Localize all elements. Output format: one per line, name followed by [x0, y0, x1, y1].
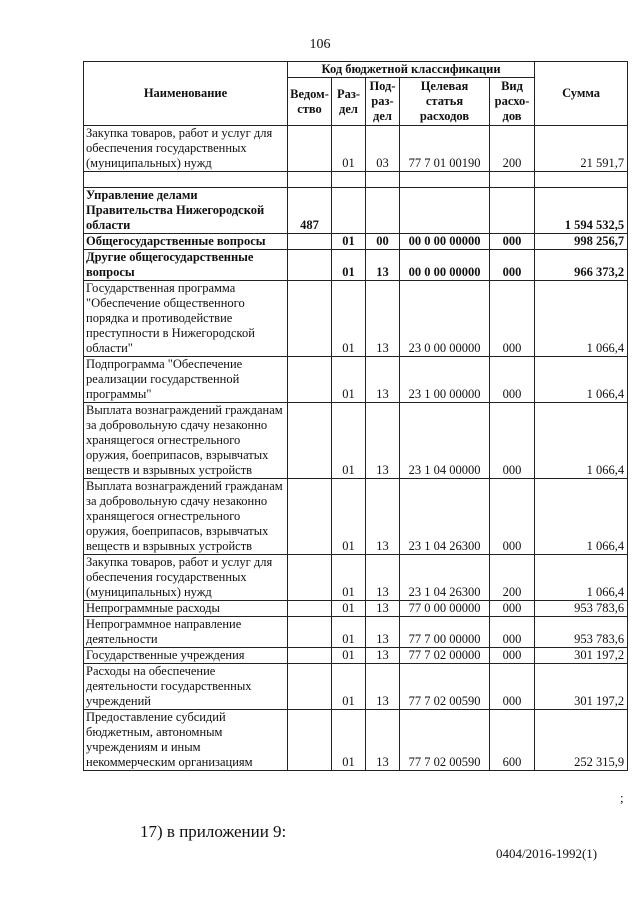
- cell-podrazdel: 13: [366, 601, 400, 617]
- cell-name: Закупка товаров, работ и услуг для обеспечения государственных (муниципальных) нужд: [84, 555, 288, 601]
- cell-vid: 000: [490, 601, 535, 617]
- cell-razdel: 01: [332, 710, 366, 771]
- cell-sum: 1 594 532,5: [535, 188, 628, 234]
- cell-vedomstvo: [288, 601, 332, 617]
- cell-sum: 1 066,4: [535, 357, 628, 403]
- cell-podrazdel: [366, 188, 400, 234]
- cell-podrazdel: 13: [366, 648, 400, 664]
- table-row: [84, 479, 628, 555]
- cell-vid: 000: [490, 648, 535, 664]
- cell-vid: 000: [490, 479, 535, 555]
- cell-vedomstvo: 487: [288, 188, 332, 234]
- table-row: [84, 234, 628, 250]
- table-row: [84, 710, 628, 771]
- cell-name: Государственная программа "Обеспечение общественного порядка и противодействие преступности в Нижегородской области": [84, 281, 288, 357]
- cell-razdel: 01: [332, 357, 366, 403]
- cell-podrazdel: 13: [366, 403, 400, 479]
- cell-podrazdel: 13: [366, 281, 400, 357]
- cell-razdel: 01: [332, 617, 366, 648]
- cell-razdel: 01: [332, 126, 366, 172]
- cell-vid: [490, 172, 535, 188]
- cell-razdel: 01: [332, 601, 366, 617]
- cell-razdel: 01: [332, 403, 366, 479]
- cell-article: 77 7 02 00590: [400, 710, 490, 771]
- header-vedomstvo: Ведом-ство: [288, 78, 332, 126]
- section-heading: 17) в приложении 9:: [140, 822, 287, 841]
- table-row: [84, 403, 628, 479]
- table-row: [84, 648, 628, 664]
- cell-razdel: 01: [332, 234, 366, 250]
- cell-vedomstvo: [288, 172, 332, 188]
- cell-sum: 966 373,2: [535, 250, 628, 281]
- cell-name: Непрограммные расходы: [84, 601, 288, 617]
- table-row: [84, 617, 628, 648]
- cell-vid: 200: [490, 126, 535, 172]
- trailing-mark: ;: [620, 790, 624, 805]
- cell-razdel: 01: [332, 648, 366, 664]
- cell-vid: 000: [490, 664, 535, 710]
- cell-vedomstvo: [288, 664, 332, 710]
- cell-podrazdel: 13: [366, 357, 400, 403]
- cell-vid: 000: [490, 250, 535, 281]
- cell-sum: 21 591,7: [535, 126, 628, 172]
- cell-podrazdel: [366, 172, 400, 188]
- cell-podrazdel: 00: [366, 234, 400, 250]
- cell-name: Расходы на обеспечение деятельности государственных учреждений: [84, 664, 288, 710]
- table-row: [84, 601, 628, 617]
- cell-sum: 1 066,4: [535, 403, 628, 479]
- cell-razdel: 01: [332, 664, 366, 710]
- header-article: Целевая статья расходов: [400, 78, 490, 126]
- cell-name: Подпрограмма "Обеспечение реализации государственной программы": [84, 357, 288, 403]
- cell-article: 77 7 02 00000: [400, 648, 490, 664]
- cell-article: 23 1 00 00000: [400, 357, 490, 403]
- cell-vedomstvo: [288, 281, 332, 357]
- cell-article: 77 7 02 00590: [400, 664, 490, 710]
- cell-article: 77 7 01 00190: [400, 126, 490, 172]
- cell-vedomstvo: [288, 617, 332, 648]
- cell-name: [84, 172, 288, 188]
- cell-sum: 1 066,4: [535, 479, 628, 555]
- cell-article: 77 0 00 00000: [400, 601, 490, 617]
- cell-vid: 000: [490, 403, 535, 479]
- cell-vid: 600: [490, 710, 535, 771]
- cell-vid: 000: [490, 617, 535, 648]
- cell-name: Непрограммное направление деятельности: [84, 617, 288, 648]
- cell-name: Выплата вознаграждений гражданам за добровольную сдачу незаконно хранящегося огнестрельного оружия, боеприпасов, взрывчатых веществ и взрывных устройств: [84, 479, 288, 555]
- cell-vid: 000: [490, 357, 535, 403]
- cell-name: Другие общегосударственные вопросы: [84, 250, 288, 281]
- cell-razdel: 01: [332, 281, 366, 357]
- cell-name: Выплата вознаграждений гражданам за добровольную сдачу незаконно хранящегося огнестрельного оружия, боеприпасов, взрывчатых веществ и взрывных устройств: [84, 403, 288, 479]
- cell-sum: 1 066,4: [535, 281, 628, 357]
- cell-sum: 953 783,6: [535, 617, 628, 648]
- cell-name: Общегосударственные вопросы: [84, 234, 288, 250]
- cell-podrazdel: 13: [366, 617, 400, 648]
- table-row: [84, 555, 628, 601]
- table-row: [84, 281, 628, 357]
- budget-table: [83, 61, 628, 771]
- cell-vedomstvo: [288, 479, 332, 555]
- cell-sum: 301 197,2: [535, 664, 628, 710]
- cell-article: 00 0 00 00000: [400, 250, 490, 281]
- table-row: [84, 250, 628, 281]
- cell-article: [400, 172, 490, 188]
- page-number: 106: [309, 37, 331, 52]
- cell-vid: [490, 188, 535, 234]
- cell-razdel: 01: [332, 555, 366, 601]
- cell-vedomstvo: [288, 357, 332, 403]
- cell-razdel: [332, 188, 366, 234]
- cell-razdel: 01: [332, 250, 366, 281]
- cell-podrazdel: 13: [366, 250, 400, 281]
- cell-article: [400, 188, 490, 234]
- cell-article: 23 1 04 00000: [400, 403, 490, 479]
- cell-podrazdel: 13: [366, 710, 400, 771]
- table-body: [84, 126, 628, 771]
- cell-sum: 301 197,2: [535, 648, 628, 664]
- table-row: [84, 357, 628, 403]
- document-code: 0404/2016-1992(1): [496, 846, 598, 861]
- cell-vid: 000: [490, 281, 535, 357]
- header-sum: Сумма: [535, 62, 628, 126]
- cell-razdel: 01: [332, 479, 366, 555]
- cell-vid: 000: [490, 234, 535, 250]
- cell-podrazdel: 13: [366, 479, 400, 555]
- cell-sum: [535, 172, 628, 188]
- cell-sum: 1 066,4: [535, 555, 628, 601]
- cell-sum: 998 256,7: [535, 234, 628, 250]
- cell-vedomstvo: [288, 710, 332, 771]
- cell-article: 23 1 04 26300: [400, 479, 490, 555]
- header-vid: Вид расхо-дов: [490, 78, 535, 126]
- table-row: [84, 126, 628, 172]
- cell-name: Предоставление субсидий бюджетным, автономным учреждениям и иным некоммерческим организациям: [84, 710, 288, 771]
- table-row: [84, 664, 628, 710]
- cell-vedomstvo: [288, 555, 332, 601]
- cell-vedomstvo: [288, 648, 332, 664]
- cell-podrazdel: 13: [366, 664, 400, 710]
- cell-article: 77 7 00 00000: [400, 617, 490, 648]
- cell-name: Закупка товаров, работ и услуг для обеспечения государственных (муниципальных) нужд: [84, 126, 288, 172]
- cell-vedomstvo: [288, 250, 332, 281]
- cell-podrazdel: 13: [366, 555, 400, 601]
- cell-vedomstvo: [288, 403, 332, 479]
- cell-name: Государственные учреждения: [84, 648, 288, 664]
- table-row: [84, 172, 628, 188]
- cell-sum: 252 315,9: [535, 710, 628, 771]
- cell-name: Управление делами Правительства Нижегородской области: [84, 188, 288, 234]
- header-podrazdel: Под-раз-дел: [366, 78, 400, 126]
- header-code-group: Код бюджетной классификации: [288, 62, 535, 78]
- cell-razdel: [332, 172, 366, 188]
- header-razdel: Раз-дел: [332, 78, 366, 126]
- cell-article: 23 1 04 26300: [400, 555, 490, 601]
- cell-article: 00 0 00 00000: [400, 234, 490, 250]
- cell-vedomstvo: [288, 126, 332, 172]
- header-name: Наименование: [84, 62, 288, 126]
- cell-podrazdel: 03: [366, 126, 400, 172]
- cell-sum: 953 783,6: [535, 601, 628, 617]
- cell-vid: 200: [490, 555, 535, 601]
- table-row: [84, 188, 628, 234]
- cell-article: 23 0 00 00000: [400, 281, 490, 357]
- cell-vedomstvo: [288, 234, 332, 250]
